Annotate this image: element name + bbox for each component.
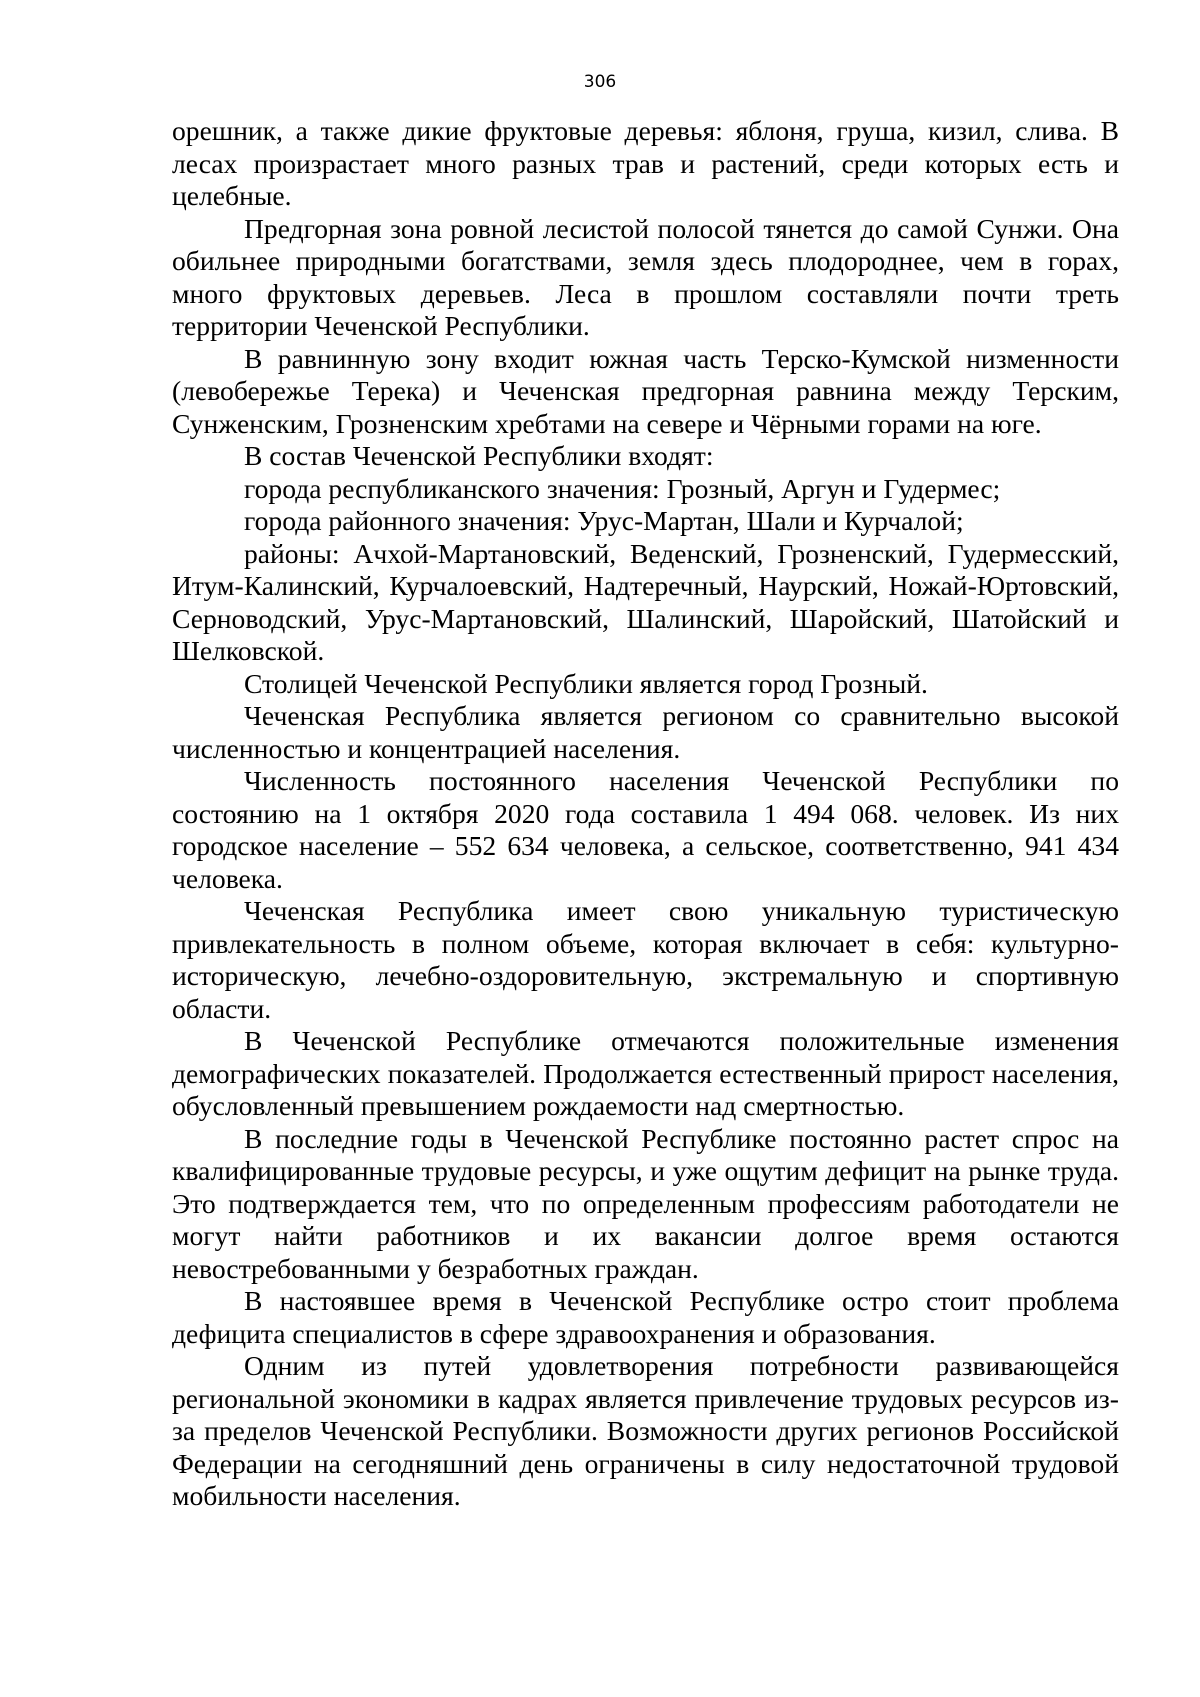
paragraph-population-density: Чеченская Республика является регионом со сравнительно высокой численностью и концентрацией населения. xyxy=(172,700,1119,764)
page-number: 306 xyxy=(583,72,617,92)
paragraph-demographics: В Чеченской Республике отмечаются положительные изменения демографических показателей. Продолжается естественный прирост населения, обусловленный превышением рождаемости над смертностью. xyxy=(172,1025,1119,1121)
paragraph-specialist-shortage: В настоявшее время в Чеченской Республике остро стоит проблема дефицита специалистов в сфере здравоохранения и образования. xyxy=(172,1285,1119,1349)
paragraph-republican-cities: города республиканского значения: Грозный, Аргун и Гудермес; xyxy=(244,472,1001,504)
paragraph-plain-zone: В равнинную зону входит южная часть Терско-Кумской низменности (левобережье Терека) и Чеченская предгорная равнина между Терским, Сунженским, Грозненским хребтами на севере и Чёрными горами на юге. xyxy=(172,342,1119,439)
paragraph-districts: районы: Ачхой-Мартановский, Веденский, Грозненский, Гудермесский, Итум-Калинский, Курчалоевский, Надтеречный, Наурский, Ножай-Юртовский, Серноводский, Урус-Мартановский, Шалинский, Шаройский, Шатойский и Шелковской. xyxy=(172,537,1119,666)
paragraph-labor-mobility: Одним из путей удовлетворения потребности развивающейся региональной экономики в кадрах является привлечение трудовых ресурсов из-за пределов Чеченской Республики. Возможности других регионов Российской Федерации на сегодняшний день ограничены в силу недостаточной трудовой мобильности населения. xyxy=(172,1350,1119,1511)
document-body xyxy=(172,115,1119,1513)
paragraph-district-cities: города районного значения: Урус-Мартан, Шали и Курчалой; xyxy=(244,505,964,536)
paragraph-labor-demand: В последние годы в Чеченской Республике постоянно растет спрос на квалифицированные трудовые ресурсы, и уже ощутим дефицит на рынке труда. Это подтверждается тем, что по определенным профессиям работодатели не могут найти работников и их вакансии долгое время остаются невостребованными у безработных граждан. xyxy=(172,1122,1119,1284)
paragraph-population-count: Численность постоянного населения Чеченской Республики по состоянию на 1 октября 2020 года составила 1 494 068. человек. Из них городское население – 552 634 человека, а сельское, соответственно, 941 434 человека. xyxy=(172,765,1119,894)
paragraph-tourism: Чеченская Республика имеет свою уникальную туристическую привлекательность в полном объеме, которая включает в себя: культурно-историческую, лечебно-оздоровительную, экстремальную и спортивную области. xyxy=(172,895,1119,1024)
paragraph-capital: Столицей Чеченской Республики является город Грозный. xyxy=(244,667,928,699)
paragraph-foothill-zone: Предгорная зона ровной лесистой полосой тянется до самой Сунжи. Она обильнее природными богатствами, земля здесь плодороднее, чем в горах, много фруктовых деревьев. Леса в прошлом составляли почти треть территории Чеченской Республики. xyxy=(172,212,1119,341)
paragraph-continuation: орешник, а также дикие фруктовые деревья: яблоня, груша, кизил, слива. В лесах произрастает много разных трав и растений, среди которых есть и целебные. xyxy=(172,115,1119,211)
paragraph-composition-intro: В состав Чеченской Республики входят: xyxy=(244,440,714,471)
